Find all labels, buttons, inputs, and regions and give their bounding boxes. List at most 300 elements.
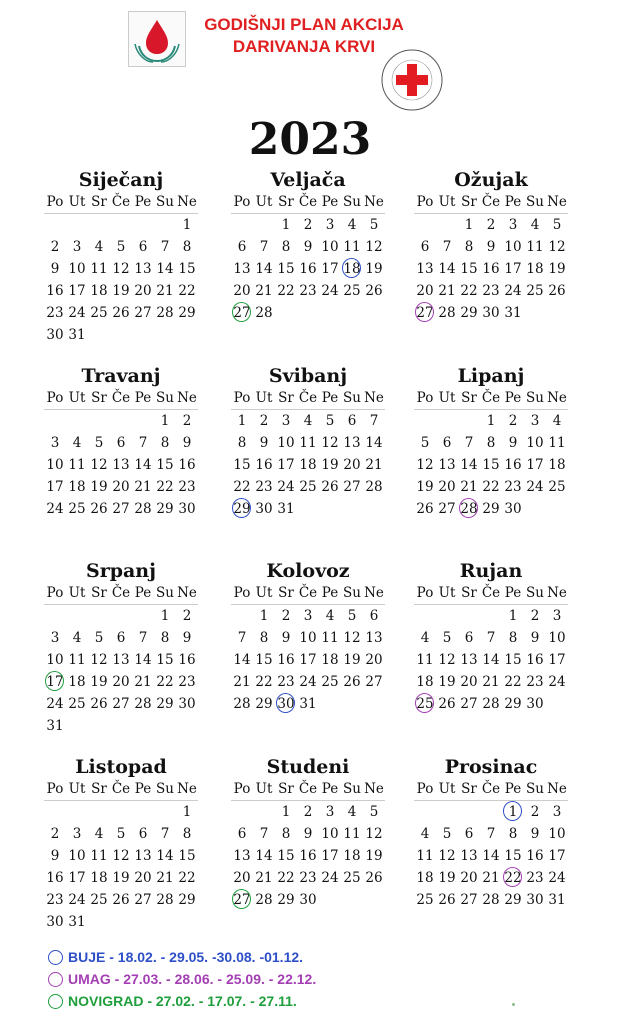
- empty-day-cell: [253, 214, 275, 236]
- day-cell: 10: [321, 826, 339, 842]
- empty-day-cell: [88, 605, 110, 627]
- blood-drop-hands-icon: [129, 12, 185, 66]
- day-cell: 2: [50, 826, 60, 842]
- day-cell: 3: [50, 630, 60, 646]
- weekday-label: Su: [156, 781, 174, 797]
- weekday-label: Po: [416, 194, 434, 210]
- day-cell: 24: [548, 870, 566, 886]
- month-12: [414, 755, 568, 911]
- month-name: Listopad: [75, 756, 167, 778]
- month-name: Prosinac: [444, 756, 538, 778]
- weekday-header: [44, 583, 198, 605]
- day-cell: 9: [486, 239, 496, 255]
- day-cell: 25: [68, 696, 86, 712]
- day-cell: 1: [508, 608, 518, 624]
- day-cell: 4: [420, 826, 430, 842]
- day-cell: 13: [460, 848, 478, 864]
- weekday-label: Ne: [364, 194, 384, 210]
- marked-day-umag: 27: [414, 302, 436, 324]
- day-cell: 7: [259, 826, 269, 842]
- day-cell: 18: [90, 870, 108, 886]
- day-cell: 22: [255, 674, 273, 690]
- empty-day-cell: [132, 801, 154, 823]
- weekday-label: Ne: [177, 585, 197, 601]
- day-cell: 12: [438, 848, 456, 864]
- month-8: [231, 559, 385, 715]
- day-cell: 4: [530, 217, 540, 233]
- day-cell: 3: [552, 608, 562, 624]
- month-5: [231, 364, 385, 520]
- marked-day-buje: 1: [502, 801, 524, 823]
- day-cell: 25: [343, 283, 361, 299]
- weekday-label: Ut: [68, 390, 86, 406]
- day-grid: [44, 801, 198, 933]
- day-cell: 25: [526, 283, 544, 299]
- day-cell: 5: [116, 826, 126, 842]
- day-cell: 10: [526, 435, 544, 451]
- marked-day-buje: 29: [231, 498, 253, 520]
- weekday-label: Sr: [278, 390, 294, 406]
- day-cell: 2: [530, 608, 540, 624]
- header-title-line1: GODIŠNJI PLAN AKCIJA: [204, 15, 404, 34]
- day-cell: 11: [299, 435, 317, 451]
- day-cell: 6: [442, 435, 452, 451]
- day-cell: 8: [508, 826, 518, 842]
- day-cell: 9: [50, 261, 60, 277]
- weekday-header: [44, 779, 198, 801]
- weekday-header: [414, 388, 568, 410]
- empty-day-cell: [154, 214, 176, 236]
- marked-day-novigrad: 17: [44, 671, 66, 693]
- day-cell: 11: [526, 239, 544, 255]
- weekday-label: Po: [233, 781, 251, 797]
- day-cell: 28: [365, 479, 383, 495]
- day-cell: 31: [46, 718, 64, 734]
- day-cell: 24: [321, 283, 339, 299]
- day-cell: 29: [504, 892, 522, 908]
- day-cell: 3: [508, 217, 518, 233]
- day-cell: 30: [46, 914, 64, 930]
- weekday-label: Pe: [134, 194, 152, 210]
- green-circle-icon: [48, 994, 63, 1009]
- empty-day-cell: [88, 214, 110, 236]
- day-cell: 9: [508, 435, 518, 451]
- day-cell: 16: [255, 457, 273, 473]
- day-cell: 25: [90, 305, 108, 321]
- day-cell: 25: [416, 892, 434, 908]
- day-cell: 13: [460, 652, 478, 668]
- weekday-label: Ne: [364, 781, 384, 797]
- empty-day-cell: [66, 605, 88, 627]
- day-cell: 21: [438, 283, 456, 299]
- day-cell: 31: [277, 501, 295, 517]
- day-cell: 19: [90, 479, 108, 495]
- legend-text-novigrad: NOVIGRAD - 27.02. - 17.07. - 27.11.: [68, 993, 297, 1009]
- day-cell: 17: [68, 283, 86, 299]
- empty-day-cell: [414, 801, 436, 823]
- empty-day-cell: [132, 410, 154, 432]
- empty-day-cell: [253, 801, 275, 823]
- day-cell: 12: [112, 261, 130, 277]
- day-cell: 27: [365, 674, 383, 690]
- day-cell: 30: [255, 501, 273, 517]
- day-cell: 20: [233, 870, 251, 886]
- day-cell: 26: [112, 305, 130, 321]
- weekday-label: Su: [526, 194, 544, 210]
- day-cell: 23: [178, 674, 196, 690]
- weekday-label: Če: [111, 781, 131, 797]
- calendar-year: 2023: [248, 114, 372, 165]
- weekday-label: Su: [343, 390, 361, 406]
- empty-day-cell: [458, 605, 480, 627]
- day-cell: 22: [156, 479, 174, 495]
- day-cell: 28: [482, 696, 500, 712]
- day-cell: 18: [321, 652, 339, 668]
- empty-day-cell: [44, 214, 66, 236]
- day-cell: 12: [365, 239, 383, 255]
- weekday-label: Po: [416, 781, 434, 797]
- day-cell: 13: [134, 848, 152, 864]
- day-cell: 21: [134, 479, 152, 495]
- empty-day-cell: [110, 214, 132, 236]
- day-cell: 24: [277, 479, 295, 495]
- day-cell: 10: [68, 261, 86, 277]
- decorative-speck: [512, 1003, 515, 1006]
- day-cell: 22: [504, 674, 522, 690]
- weekday-label: Če: [111, 194, 131, 210]
- day-cell: 14: [255, 848, 273, 864]
- day-cell: 4: [94, 826, 104, 842]
- day-grid: [44, 410, 198, 520]
- day-cell: 16: [526, 848, 544, 864]
- day-cell: 23: [299, 870, 317, 886]
- weekday-label: Su: [343, 194, 361, 210]
- day-cell: 10: [548, 630, 566, 646]
- weekday-label: Su: [343, 781, 361, 797]
- day-cell: 3: [281, 413, 291, 429]
- day-cell: 18: [416, 674, 434, 690]
- day-cell: 17: [548, 652, 566, 668]
- weekday-label: Ut: [438, 781, 456, 797]
- day-cell: 8: [486, 435, 496, 451]
- month-name: Lipanj: [457, 365, 525, 387]
- day-cell: 4: [552, 413, 562, 429]
- day-cell: 13: [365, 630, 383, 646]
- day-cell: 26: [321, 479, 339, 495]
- weekday-label: Po: [233, 390, 251, 406]
- day-cell: 28: [134, 696, 152, 712]
- day-cell: 6: [347, 413, 357, 429]
- day-cell: 8: [464, 239, 474, 255]
- weekday-label: Pe: [504, 390, 522, 406]
- weekday-label: Ne: [177, 781, 197, 797]
- month-6: [414, 364, 568, 520]
- day-cell: 11: [343, 826, 361, 842]
- day-cell: 24: [299, 674, 317, 690]
- day-cell: 14: [134, 652, 152, 668]
- day-cell: 11: [416, 848, 434, 864]
- weekday-label: Ut: [68, 781, 86, 797]
- day-cell: 20: [134, 283, 152, 299]
- day-cell: 10: [68, 848, 86, 864]
- day-cell: 5: [552, 217, 562, 233]
- day-cell: 29: [156, 501, 174, 517]
- day-cell: 6: [464, 826, 474, 842]
- day-cell: 17: [504, 261, 522, 277]
- day-cell: 13: [112, 457, 130, 473]
- day-cell: 21: [156, 283, 174, 299]
- day-cell: 22: [156, 674, 174, 690]
- day-cell: 10: [548, 826, 566, 842]
- empty-day-cell: [66, 410, 88, 432]
- day-cell: 9: [182, 630, 192, 646]
- day-cell: 14: [134, 457, 152, 473]
- day-cell: 4: [94, 239, 104, 255]
- red-cross-logo-icon: [380, 48, 444, 112]
- day-cell: 15: [504, 848, 522, 864]
- weekday-label: Če: [111, 585, 131, 601]
- day-cell: 16: [46, 283, 64, 299]
- day-cell: 30: [526, 892, 544, 908]
- day-cell: 17: [299, 652, 317, 668]
- day-cell: 29: [156, 696, 174, 712]
- legend-item-buje: [48, 946, 316, 968]
- day-cell: 8: [160, 630, 170, 646]
- day-cell: 19: [112, 283, 130, 299]
- day-cell: 29: [482, 501, 500, 517]
- day-cell: 23: [255, 479, 273, 495]
- day-cell: 21: [482, 674, 500, 690]
- day-cell: 26: [90, 501, 108, 517]
- day-cell: 24: [504, 283, 522, 299]
- day-cell: 23: [299, 283, 317, 299]
- weekday-label: Pe: [504, 781, 522, 797]
- month-name: Rujan: [459, 560, 523, 582]
- day-cell: 18: [68, 479, 86, 495]
- weekday-label: Su: [343, 585, 361, 601]
- day-cell: 4: [347, 804, 357, 820]
- empty-day-cell: [44, 410, 66, 432]
- day-cell: 24: [46, 696, 64, 712]
- day-cell: 6: [237, 239, 247, 255]
- day-cell: 7: [237, 630, 247, 646]
- day-cell: 19: [365, 848, 383, 864]
- empty-day-cell: [436, 214, 458, 236]
- day-cell: 20: [112, 674, 130, 690]
- day-cell: 5: [116, 239, 126, 255]
- day-cell: 6: [138, 826, 148, 842]
- day-cell: 3: [50, 435, 60, 451]
- day-cell: 23: [277, 674, 295, 690]
- day-cell: 22: [460, 283, 478, 299]
- day-cell: 29: [460, 305, 478, 321]
- day-cell: 25: [343, 870, 361, 886]
- day-cell: 24: [548, 674, 566, 690]
- day-cell: 22: [178, 283, 196, 299]
- day-cell: 27: [343, 479, 361, 495]
- day-cell: 7: [486, 826, 496, 842]
- day-cell: 3: [72, 826, 82, 842]
- weekday-label: Ut: [68, 585, 86, 601]
- day-cell: 3: [325, 804, 335, 820]
- day-cell: 3: [552, 804, 562, 820]
- day-cell: 20: [365, 652, 383, 668]
- weekday-header: [44, 192, 198, 214]
- day-cell: 26: [343, 674, 361, 690]
- empty-day-cell: [414, 410, 436, 432]
- weekday-label: Ut: [255, 585, 273, 601]
- day-cell: 9: [303, 826, 313, 842]
- day-grid: [44, 214, 198, 346]
- month-name: Veljača: [270, 169, 346, 191]
- day-cell: 15: [277, 848, 295, 864]
- weekday-label: Če: [298, 194, 318, 210]
- weekday-label: Ne: [547, 781, 567, 797]
- day-cell: 27: [460, 696, 478, 712]
- day-cell: 27: [112, 696, 130, 712]
- blood-donation-logo: [128, 11, 186, 67]
- day-cell: 1: [259, 608, 269, 624]
- weekday-label: Ut: [438, 390, 456, 406]
- day-cell: 13: [416, 261, 434, 277]
- empty-day-cell: [66, 801, 88, 823]
- weekday-label: Pe: [321, 390, 339, 406]
- day-cell: 24: [68, 305, 86, 321]
- day-grid: [414, 605, 568, 715]
- weekday-label: Sr: [91, 390, 107, 406]
- day-cell: 19: [343, 652, 361, 668]
- day-cell: 29: [178, 305, 196, 321]
- day-cell: 8: [281, 826, 291, 842]
- marked-day-novigrad: 27: [231, 302, 253, 324]
- month-7: [44, 559, 198, 737]
- day-cell: 7: [486, 630, 496, 646]
- weekday-label: Ne: [177, 194, 197, 210]
- day-cell: 12: [438, 652, 456, 668]
- day-cell: 8: [237, 435, 247, 451]
- day-cell: 15: [460, 261, 478, 277]
- day-cell: 9: [182, 435, 192, 451]
- weekday-label: Če: [298, 781, 318, 797]
- day-cell: 19: [438, 674, 456, 690]
- day-cell: 26: [438, 892, 456, 908]
- empty-day-cell: [44, 605, 66, 627]
- day-cell: 14: [460, 457, 478, 473]
- weekday-label: Sr: [91, 585, 107, 601]
- day-cell: 28: [255, 305, 273, 321]
- day-cell: 19: [90, 674, 108, 690]
- day-cell: 25: [90, 892, 108, 908]
- day-cell: 5: [94, 435, 104, 451]
- weekday-label: Sr: [278, 194, 294, 210]
- weekday-label: Su: [526, 585, 544, 601]
- weekday-label: Ut: [255, 781, 273, 797]
- day-cell: 21: [482, 870, 500, 886]
- day-cell: 1: [281, 804, 291, 820]
- day-cell: 24: [46, 501, 64, 517]
- empty-day-cell: [66, 214, 88, 236]
- weekday-label: Po: [46, 194, 64, 210]
- day-cell: 30: [178, 501, 196, 517]
- day-cell: 17: [526, 457, 544, 473]
- weekday-label: Sr: [461, 585, 477, 601]
- month-name: Ožujak: [454, 169, 528, 191]
- day-cell: 1: [281, 217, 291, 233]
- day-cell: 6: [464, 630, 474, 646]
- day-cell: 15: [156, 652, 174, 668]
- weekday-label: Če: [481, 585, 501, 601]
- day-cell: 20: [112, 479, 130, 495]
- day-cell: 2: [50, 239, 60, 255]
- day-cell: 12: [112, 848, 130, 864]
- weekday-header: [414, 779, 568, 801]
- day-cell: 10: [277, 435, 295, 451]
- legend-item-umag: [48, 968, 316, 990]
- header-title: [198, 14, 410, 58]
- day-cell: 30: [504, 501, 522, 517]
- empty-day-cell: [458, 801, 480, 823]
- day-cell: 19: [438, 870, 456, 886]
- day-cell: 23: [526, 674, 544, 690]
- day-cell: 25: [68, 501, 86, 517]
- day-cell: 21: [233, 674, 251, 690]
- day-cell: 1: [160, 413, 170, 429]
- day-cell: 7: [138, 630, 148, 646]
- day-cell: 6: [369, 608, 379, 624]
- day-cell: 14: [255, 261, 273, 277]
- day-cell: 28: [156, 892, 174, 908]
- day-cell: 5: [420, 435, 430, 451]
- day-grid: [414, 801, 568, 911]
- day-cell: 10: [46, 652, 64, 668]
- day-cell: 14: [482, 652, 500, 668]
- day-grid: [231, 801, 385, 911]
- day-cell: 5: [94, 630, 104, 646]
- day-cell: 29: [178, 892, 196, 908]
- empty-day-cell: [231, 605, 253, 627]
- day-cell: 6: [420, 239, 430, 255]
- day-cell: 10: [504, 239, 522, 255]
- day-cell: 5: [325, 413, 335, 429]
- month-10: [44, 755, 198, 933]
- weekday-label: Sr: [461, 390, 477, 406]
- marked-day-umag: 25: [414, 693, 436, 715]
- day-cell: 12: [90, 457, 108, 473]
- day-cell: 18: [90, 283, 108, 299]
- day-cell: 7: [160, 239, 170, 255]
- empty-day-cell: [436, 801, 458, 823]
- day-cell: 11: [321, 630, 339, 646]
- day-cell: 2: [530, 804, 540, 820]
- day-cell: 29: [277, 892, 295, 908]
- weekday-label: Po: [233, 194, 251, 210]
- month-2: [231, 168, 385, 324]
- weekday-label: Sr: [461, 194, 477, 210]
- empty-day-cell: [436, 605, 458, 627]
- weekday-header: [414, 583, 568, 605]
- day-cell: 18: [526, 261, 544, 277]
- day-cell: 14: [156, 848, 174, 864]
- day-cell: 11: [548, 435, 566, 451]
- weekday-header: [231, 583, 385, 605]
- weekday-label: Sr: [461, 781, 477, 797]
- day-cell: 15: [482, 457, 500, 473]
- day-cell: 21: [255, 283, 273, 299]
- day-cell: 2: [182, 413, 192, 429]
- day-cell: 13: [343, 435, 361, 451]
- day-cell: 2: [486, 217, 496, 233]
- month-1: [44, 168, 198, 346]
